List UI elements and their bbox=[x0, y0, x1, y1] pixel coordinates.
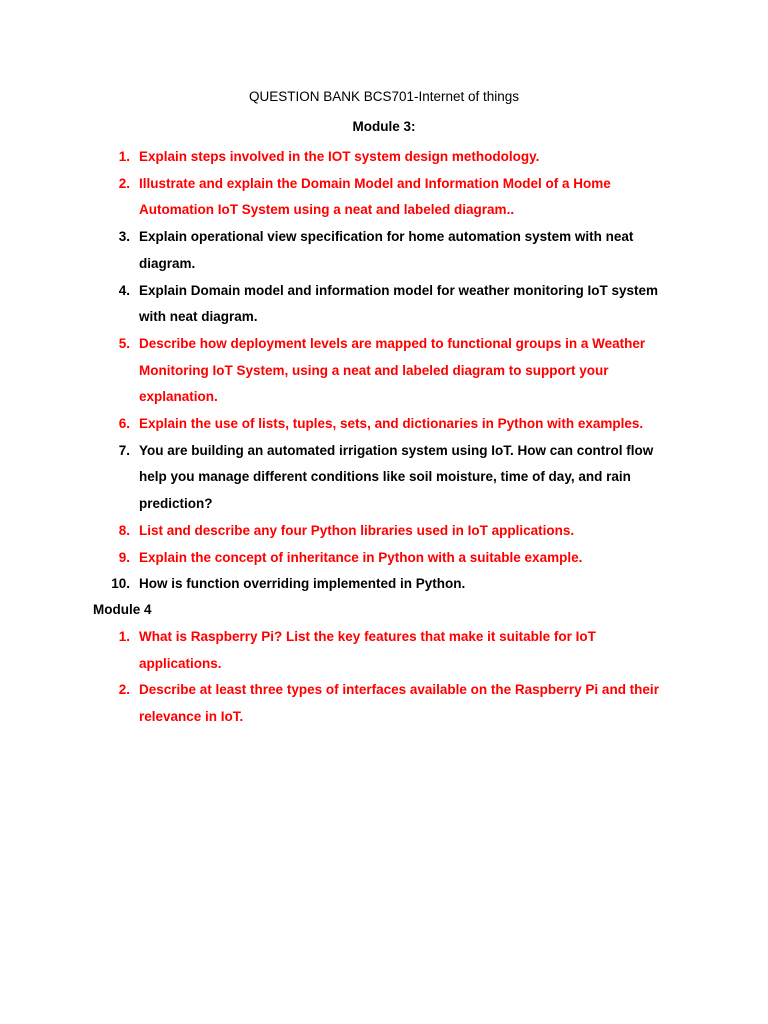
question-number: 6. bbox=[118, 416, 130, 432]
question-item bbox=[0, 411, 768, 438]
question-item bbox=[0, 545, 768, 572]
question-item bbox=[0, 624, 768, 677]
question-item bbox=[0, 278, 768, 331]
question-item bbox=[0, 171, 768, 224]
question-item bbox=[0, 438, 768, 518]
question-item bbox=[0, 571, 768, 598]
question-text: Explain Domain model and information model for weather monitoring IoT system with neat diagram. bbox=[139, 282, 659, 325]
question-item bbox=[0, 224, 768, 277]
question-text: Explain operational view specification for home automation system with neat diagram. bbox=[139, 229, 634, 271]
question-item bbox=[0, 677, 768, 730]
question-text: Explain steps involved in the IOT system design methodology. bbox=[139, 149, 540, 164]
question-text: You are building an automated irrigation system using IoT. How can control flow help you manage different conditions like soil moisture, time of day, and rain prediction? bbox=[139, 442, 654, 512]
module-3-heading: Module 3: bbox=[352, 119, 416, 134]
document-title: QUESTION BANK BCS701-Internet of things bbox=[248, 89, 520, 104]
question-number: 2. bbox=[118, 175, 130, 191]
question-text: Illustrate and explain the Domain Model and Information Model of a Home Automation IoT System using a neat and labeled diagram.. bbox=[139, 175, 611, 218]
question-number: 9. bbox=[118, 549, 130, 565]
question-text: List and describe any four Python libraries used in IoT applications. bbox=[139, 522, 575, 538]
question-number: 1. bbox=[118, 629, 130, 644]
question-number: 3. bbox=[118, 229, 130, 245]
question-text: Explain the use of lists, tuples, sets, and dictionaries in Python with examples. bbox=[139, 416, 644, 432]
question-item bbox=[0, 331, 768, 411]
module-4-heading: Module 4 bbox=[93, 602, 152, 617]
question-number: 8. bbox=[118, 522, 130, 538]
question-text: What is Raspberry Pi? List the key features that make it suitable for IoT applications. bbox=[139, 629, 596, 671]
question-number: 7. bbox=[118, 442, 130, 458]
question-number: 4. bbox=[118, 282, 130, 298]
question-number: 5. bbox=[118, 335, 130, 351]
question-item bbox=[0, 518, 768, 545]
question-number: 10. bbox=[111, 576, 130, 592]
question-text: Explain the concept of inheritance in Python with a suitable example. bbox=[139, 549, 583, 565]
question-text: Describe at least three types of interfaces available on the Raspberry Pi and their relevance in IoT. bbox=[139, 682, 659, 725]
question-item bbox=[0, 144, 768, 171]
question-text: Describe how deployment levels are mapped to functional groups in a Weather Monitoring IoT System, using a neat and labeled diagram to support your explanation. bbox=[139, 335, 646, 405]
question-number: 1. bbox=[118, 149, 130, 164]
question-number: 2. bbox=[118, 682, 130, 698]
question-text: How is function overriding implemented in Python. bbox=[139, 576, 466, 592]
module-3-question-list bbox=[0, 144, 768, 598]
module-4-question-list bbox=[0, 624, 768, 731]
